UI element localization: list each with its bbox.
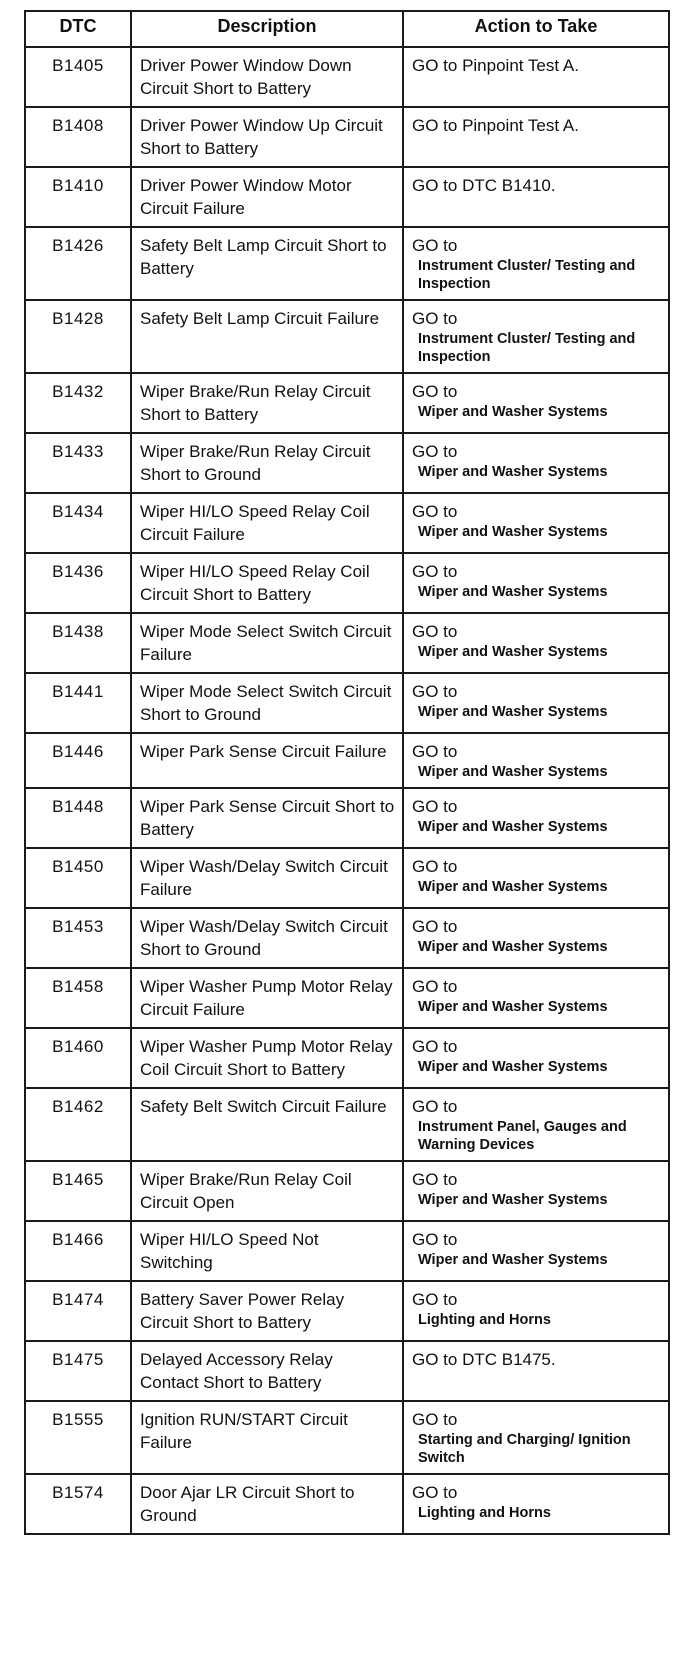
description-text: Driver Power Window Up Circuit Short to Battery bbox=[140, 116, 383, 158]
action-cell bbox=[403, 167, 669, 227]
table-row bbox=[25, 433, 669, 493]
table-row bbox=[25, 673, 669, 733]
description-cell bbox=[131, 227, 403, 300]
header-row bbox=[25, 11, 669, 47]
action-cell bbox=[403, 788, 669, 848]
table-row bbox=[25, 1088, 669, 1161]
dtc-code bbox=[25, 848, 131, 908]
action-reference: Wiper and Washer Systems bbox=[418, 644, 608, 660]
description-text: Driver Power Window Down Circuit Short to Battery bbox=[140, 56, 352, 98]
action-cell bbox=[403, 47, 669, 107]
action-cell bbox=[403, 300, 669, 373]
dtc-code bbox=[25, 1401, 131, 1474]
dtc-code-text: B1460 bbox=[52, 1037, 104, 1056]
action-reference: Lighting and Horns bbox=[418, 1505, 551, 1521]
description-cell bbox=[131, 493, 403, 553]
action-cell bbox=[403, 1028, 669, 1088]
action-cell bbox=[403, 673, 669, 733]
table-row bbox=[25, 1401, 669, 1474]
table-row bbox=[25, 1341, 669, 1401]
action-cell bbox=[403, 107, 669, 167]
description-cell bbox=[131, 848, 403, 908]
table-row bbox=[25, 107, 669, 167]
action-reference: Wiper and Washer Systems bbox=[418, 1252, 608, 1268]
action-text: GO to bbox=[412, 742, 458, 761]
description-text: Battery Saver Power Relay Circuit Short to Battery bbox=[140, 1290, 345, 1332]
description-cell bbox=[131, 788, 403, 848]
description-text: Wiper Brake/Run Relay Circuit Short to Battery bbox=[140, 382, 371, 424]
description-text: Wiper Brake/Run Relay Coil Circuit Open bbox=[140, 1170, 352, 1212]
action-reference: Wiper and Washer Systems bbox=[418, 1192, 608, 1208]
table-row bbox=[25, 1281, 669, 1341]
action-cell bbox=[403, 1474, 669, 1534]
description-cell bbox=[131, 673, 403, 733]
description-text: Door Ajar LR Circuit Short to Ground bbox=[140, 1483, 355, 1525]
action-reference: Wiper and Washer Systems bbox=[418, 1059, 608, 1075]
dtc-code bbox=[25, 788, 131, 848]
action-cell bbox=[403, 227, 669, 300]
dtc-code bbox=[25, 968, 131, 1028]
table-row bbox=[25, 47, 669, 107]
dtc-code-text: B1410 bbox=[52, 176, 104, 195]
action-reference: Starting and Charging/ Ignition Switch bbox=[418, 1432, 631, 1466]
header-dtc: DTC bbox=[25, 11, 131, 47]
dtc-code-text: B1438 bbox=[52, 622, 104, 641]
description-text: Wiper Washer Pump Motor Relay Coil Circuit Short to Battery bbox=[140, 1037, 393, 1079]
dtc-code bbox=[25, 553, 131, 613]
action-reference: Wiper and Washer Systems bbox=[418, 879, 608, 895]
dtc-code-text: B1428 bbox=[52, 309, 104, 328]
action-reference: Wiper and Washer Systems bbox=[418, 819, 608, 835]
dtc-code-text: B1555 bbox=[52, 1410, 104, 1429]
description-cell bbox=[131, 1028, 403, 1088]
action-reference: Wiper and Washer Systems bbox=[418, 999, 608, 1015]
dtc-code bbox=[25, 1221, 131, 1281]
description-text: Driver Power Window Motor Circuit Failure bbox=[140, 176, 352, 218]
description-text: Wiper HI/LO Speed Relay Coil Circuit Short to Battery bbox=[140, 562, 370, 604]
action-text: GO to bbox=[412, 977, 458, 996]
description-cell bbox=[131, 733, 403, 788]
dtc-code bbox=[25, 1474, 131, 1534]
dtc-code-text: B1448 bbox=[52, 797, 104, 816]
table-row bbox=[25, 300, 669, 373]
description-text: Wiper Washer Pump Motor Relay Circuit Failure bbox=[140, 977, 393, 1019]
action-cell bbox=[403, 968, 669, 1028]
action-reference: Instrument Panel, Gauges and Warning Devices bbox=[418, 1119, 627, 1153]
description-text: Wiper Mode Select Switch Circuit Failure bbox=[140, 622, 392, 664]
description-text: Wiper Park Sense Circuit Short to Battery bbox=[140, 797, 395, 839]
dtc-code bbox=[25, 493, 131, 553]
dtc-code-text: B1432 bbox=[52, 382, 104, 401]
dtc-code bbox=[25, 300, 131, 373]
table-row bbox=[25, 373, 669, 433]
table-row bbox=[25, 227, 669, 300]
description-text: Wiper HI/LO Speed Not Switching bbox=[140, 1230, 319, 1272]
dtc-code bbox=[25, 1161, 131, 1221]
action-text: GO to bbox=[412, 1170, 458, 1189]
action-text: GO to bbox=[412, 236, 458, 255]
dtc-code-text: B1466 bbox=[52, 1230, 104, 1249]
action-reference: Wiper and Washer Systems bbox=[418, 464, 608, 480]
dtc-code-text: B1475 bbox=[52, 1350, 104, 1369]
table-row bbox=[25, 968, 669, 1028]
action-cell bbox=[403, 1221, 669, 1281]
dtc-code bbox=[25, 167, 131, 227]
dtc-code bbox=[25, 227, 131, 300]
action-text: GO to bbox=[412, 1410, 458, 1429]
dtc-code bbox=[25, 1341, 131, 1401]
action-reference: Wiper and Washer Systems bbox=[418, 404, 608, 420]
action-reference: Wiper and Washer Systems bbox=[418, 524, 608, 540]
description-cell bbox=[131, 1161, 403, 1221]
description-cell bbox=[131, 107, 403, 167]
description-text: Delayed Accessory Relay Contact Short to Battery bbox=[140, 1350, 333, 1392]
description-cell bbox=[131, 553, 403, 613]
action-text: GO to bbox=[412, 442, 458, 461]
action-cell bbox=[403, 733, 669, 788]
action-text: GO to bbox=[412, 1483, 458, 1502]
description-cell bbox=[131, 1281, 403, 1341]
table-row bbox=[25, 908, 669, 968]
dtc-code bbox=[25, 1088, 131, 1161]
action-text: GO to Pinpoint Test A. bbox=[412, 116, 579, 135]
action-text: GO to bbox=[412, 682, 458, 701]
table-row bbox=[25, 613, 669, 673]
description-text: Wiper HI/LO Speed Relay Coil Circuit Failure bbox=[140, 502, 370, 544]
action-text: GO to bbox=[412, 1037, 458, 1056]
dtc-code-text: B1441 bbox=[52, 682, 104, 701]
action-text: GO to bbox=[412, 1097, 458, 1116]
table-row bbox=[25, 1221, 669, 1281]
action-text: GO to bbox=[412, 382, 458, 401]
action-reference: Wiper and Washer Systems bbox=[418, 704, 608, 720]
description-text: Safety Belt Lamp Circuit Failure bbox=[140, 309, 380, 328]
action-reference: Wiper and Washer Systems bbox=[418, 584, 608, 600]
dtc-code-text: B1405 bbox=[52, 56, 104, 75]
dtc-code-text: B1436 bbox=[52, 562, 104, 581]
action-cell bbox=[403, 1401, 669, 1474]
dtc-code-text: B1434 bbox=[52, 502, 104, 521]
description-cell bbox=[131, 613, 403, 673]
action-text: GO to bbox=[412, 1230, 458, 1249]
table-row bbox=[25, 733, 669, 788]
action-reference: Instrument Cluster/ Testing and Inspection bbox=[418, 258, 636, 292]
action-text: GO to bbox=[412, 857, 458, 876]
description-text: Ignition RUN/START Circuit Failure bbox=[140, 1410, 348, 1452]
dtc-code bbox=[25, 613, 131, 673]
action-cell bbox=[403, 553, 669, 613]
description-cell bbox=[131, 1474, 403, 1534]
dtc-code bbox=[25, 373, 131, 433]
table-row bbox=[25, 1161, 669, 1221]
dtc-code-text: B1574 bbox=[52, 1483, 104, 1502]
action-text: GO to DTC B1475. bbox=[412, 1350, 556, 1369]
header-action: Action to Take bbox=[403, 11, 669, 47]
description-text: Safety Belt Lamp Circuit Short to Battery bbox=[140, 236, 387, 278]
dtc-code bbox=[25, 47, 131, 107]
action-text: GO to DTC B1410. bbox=[412, 176, 556, 195]
dtc-table bbox=[24, 10, 670, 1535]
action-reference: Instrument Cluster/ Testing and Inspection bbox=[418, 331, 636, 365]
dtc-code bbox=[25, 1281, 131, 1341]
description-cell bbox=[131, 1088, 403, 1161]
action-text: GO to bbox=[412, 502, 458, 521]
dtc-code-text: B1453 bbox=[52, 917, 104, 936]
description-cell bbox=[131, 968, 403, 1028]
dtc-code-text: B1462 bbox=[52, 1097, 104, 1116]
action-reference: Lighting and Horns bbox=[418, 1312, 551, 1328]
dtc-code-text: B1446 bbox=[52, 742, 104, 761]
table-row bbox=[25, 493, 669, 553]
action-text: GO to bbox=[412, 797, 458, 816]
action-cell bbox=[403, 848, 669, 908]
description-cell bbox=[131, 47, 403, 107]
dtc-code-text: B1426 bbox=[52, 236, 104, 255]
dtc-code bbox=[25, 673, 131, 733]
table-row bbox=[25, 553, 669, 613]
action-reference: Wiper and Washer Systems bbox=[418, 764, 608, 780]
description-text: Wiper Wash/Delay Switch Circuit Short to Ground bbox=[140, 917, 388, 959]
table-row bbox=[25, 1474, 669, 1534]
action-cell bbox=[403, 908, 669, 968]
description-text: Wiper Brake/Run Relay Circuit Short to Ground bbox=[140, 442, 371, 484]
description-text: Wiper Park Sense Circuit Failure bbox=[140, 742, 387, 761]
description-cell bbox=[131, 1401, 403, 1474]
dtc-code bbox=[25, 908, 131, 968]
dtc-code-text: B1458 bbox=[52, 977, 104, 996]
description-cell bbox=[131, 1341, 403, 1401]
description-text: Wiper Wash/Delay Switch Circuit Failure bbox=[140, 857, 388, 899]
description-text: Wiper Mode Select Switch Circuit Short to Ground bbox=[140, 682, 392, 724]
dtc-code-text: B1465 bbox=[52, 1170, 104, 1189]
description-cell bbox=[131, 373, 403, 433]
action-text: GO to Pinpoint Test A. bbox=[412, 56, 579, 75]
dtc-code-text: B1450 bbox=[52, 857, 104, 876]
dtc-code bbox=[25, 433, 131, 493]
table-row bbox=[25, 848, 669, 908]
action-text: GO to bbox=[412, 1290, 458, 1309]
action-reference: Wiper and Washer Systems bbox=[418, 939, 608, 955]
header-description: Description bbox=[131, 11, 403, 47]
dtc-table-container bbox=[24, 10, 668, 1535]
description-cell bbox=[131, 433, 403, 493]
table-row bbox=[25, 1028, 669, 1088]
action-text: GO to bbox=[412, 917, 458, 936]
action-cell bbox=[403, 433, 669, 493]
action-cell bbox=[403, 1088, 669, 1161]
description-cell bbox=[131, 908, 403, 968]
description-cell bbox=[131, 300, 403, 373]
action-cell bbox=[403, 1341, 669, 1401]
description-text: Safety Belt Switch Circuit Failure bbox=[140, 1097, 387, 1116]
action-cell bbox=[403, 1281, 669, 1341]
table-row bbox=[25, 788, 669, 848]
action-text: GO to bbox=[412, 309, 458, 328]
table-body bbox=[25, 47, 669, 1534]
table-row bbox=[25, 167, 669, 227]
description-cell bbox=[131, 167, 403, 227]
action-cell bbox=[403, 373, 669, 433]
action-cell bbox=[403, 1161, 669, 1221]
dtc-code-text: B1408 bbox=[52, 116, 104, 135]
action-text: GO to bbox=[412, 622, 458, 641]
dtc-code-text: B1433 bbox=[52, 442, 104, 461]
dtc-code bbox=[25, 733, 131, 788]
dtc-code bbox=[25, 1028, 131, 1088]
action-text: GO to bbox=[412, 562, 458, 581]
description-cell bbox=[131, 1221, 403, 1281]
action-cell bbox=[403, 613, 669, 673]
dtc-code bbox=[25, 107, 131, 167]
action-cell bbox=[403, 493, 669, 553]
dtc-code-text: B1474 bbox=[52, 1290, 104, 1309]
